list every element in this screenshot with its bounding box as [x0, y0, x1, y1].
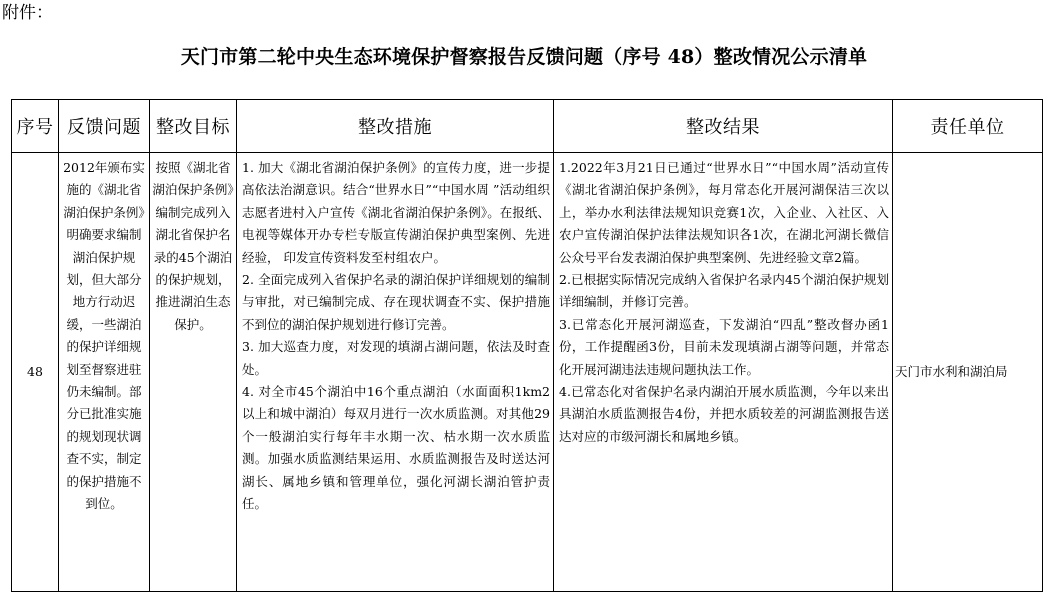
measure-item-1: 1. 加大《湖北省湖泊保护条例》的宣传力度，进一步提高依法治湖意识。结合“世界水日”“中国水周 ”活动组织志愿者进村入户宣传《湖北省湖泊保护条例》。在报纸、电视等媒体开办专栏专版宣传湖泊保护典型案例、先进经验， 印发宣传资料发至村组农户。 — [242, 160, 550, 265]
cell-unit — [893, 153, 1043, 592]
result-item-3: 3.已常态化开展河湖巡查，下发湖泊“四乱”整改督办函1份，工作提醒函3份，目前未发现填湖占湖等问题，并常态化开展河湖违法违规问题执法工作。 — [559, 316, 889, 377]
header-goal: 整改目标 — [150, 100, 237, 153]
result-item-4: 4.已常态化对省保护名录内湖泊开展水质监测，今年以来出具湖泊水质监测报告4份，并把水质较差的河湖监测报告送达对应的市级河湖长和属地乡镇。 — [559, 384, 889, 444]
table-row — [12, 153, 1043, 592]
header-seq: 序号 — [12, 100, 59, 153]
unit-text: 天门市水利和湖泊局 — [895, 363, 1008, 379]
table-header-row — [12, 100, 1043, 153]
measures-list — [237, 157, 553, 516]
page-title: 天门市第二轮中央生态环境保护督察报告反馈问题（序号 48）整改情况公示清单 — [180, 46, 868, 68]
header-issue: 反馈问题 — [59, 100, 150, 153]
cell-results — [554, 153, 893, 592]
cell-measures — [237, 153, 554, 592]
measure-item-3: 3. 加大巡查力度，对发现的填湖占湖问题，依法及时查处。 — [242, 339, 550, 377]
results-list — [554, 157, 892, 448]
header-unit: 责任单位 — [893, 100, 1043, 153]
attachment-label: 附件： — [2, 3, 53, 23]
cell-seq: 48 — [12, 153, 59, 592]
goal-text: 按照《湖北省湖泊保护条例》编制完成列入湖北省保护名录的45个湖泊的保护规划，推进湖泊生态保护。 — [152, 160, 234, 332]
result-item-1: 1.2022年3月21日已通过“世界水日”“中国水周”活动宣传《湖北省湖泊保护条例》，每月常态化开展河湖保洁三次以上，举办水利法律法规知识竞赛1次，入企业、入社区、入农户宣传湖泊保护法律法规知识各1次，在湖北河湖长微信公众号平台发表湖泊保护典型案例、先进经验文章2篇。 — [559, 160, 889, 265]
cell-goal — [150, 153, 237, 592]
result-item-2: 2.已根据实际情况完成纳入省保护名录内45个湖泊保护规划详细编制，并修订完善。 — [559, 272, 889, 310]
cell-issue — [59, 153, 150, 592]
header-results: 整改结果 — [554, 100, 893, 153]
measure-item-2: 2. 全面完成列入省保护名录的湖泊保护详细规划的编制与审批，对已编制完成、存在现状调查不实、保护措施不到位的湖泊保护规划进行修订完善。 — [242, 272, 550, 332]
rectification-table — [11, 99, 1043, 592]
issue-text: 2012年颁布实施的《湖北省湖泊保护条例》明确要求编制湖泊保护规划，但大部分地方行动迟缓，一些湖泊的保护详细规划至督察进驻仍未编制。部分已批准实施的规划现状调查不实，制定的保护措施不到位。 — [63, 160, 145, 512]
header-measures: 整改措施 — [237, 100, 554, 153]
measure-item-4: 4. 对全市45个湖泊中16个重点湖泊（水面面积1km2以上和城中湖泊）每双月进行一次水质监测。对其他29个一般湖泊实行每年丰水期一次、枯水期一次水质监测。加强水质监测结果运用、水质监测报告及时送达河湖长、属地乡镇和管理单位，强化河湖长湖泊管护责任。 — [242, 384, 550, 512]
